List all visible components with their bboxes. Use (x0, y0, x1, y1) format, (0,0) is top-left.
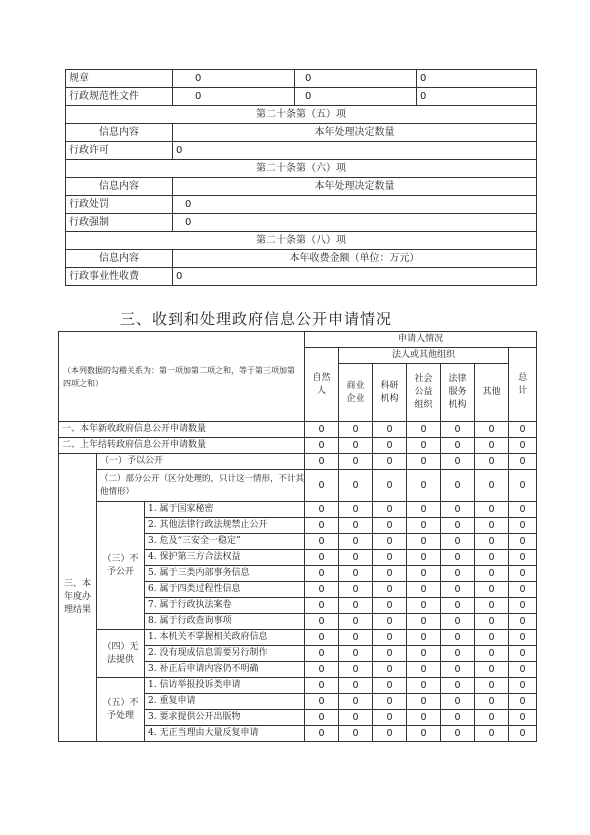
column-header: 信息内容 (66, 178, 173, 196)
cell: 0 (173, 214, 537, 232)
row-label: 1. 属于国家秘密 (145, 502, 305, 518)
application-table (58, 331, 537, 742)
cell: 0 (509, 422, 537, 438)
cell: 0 (475, 566, 509, 582)
cell: 0 (339, 502, 373, 518)
row-label: 3. 补正后申请内容仍不明确 (145, 662, 305, 678)
cell: 0 (373, 710, 407, 726)
cell: 0 (339, 582, 373, 598)
cell: 0 (407, 726, 441, 742)
cell: 0 (509, 582, 537, 598)
cell: 0 (339, 422, 373, 438)
row-label: 4. 保护第三方合法权益 (145, 550, 305, 566)
cell: 0 (339, 630, 373, 646)
cell: 0 (417, 70, 537, 88)
cell: 0 (407, 630, 441, 646)
cell: 0 (509, 550, 537, 566)
cell: 0 (407, 678, 441, 694)
cell: 0 (475, 502, 509, 518)
cell: 0 (441, 598, 475, 614)
cell: 0 (305, 566, 339, 582)
cell: 0 (305, 662, 339, 678)
cell: 0 (339, 726, 373, 742)
cell: 0 (407, 502, 441, 518)
cell: 0 (373, 630, 407, 646)
cell: 0 (475, 694, 509, 710)
cell: 0 (407, 438, 441, 454)
cell: 0 (339, 438, 373, 454)
cell: 0 (305, 470, 339, 502)
table-row (59, 438, 537, 454)
cell: 0 (305, 614, 339, 630)
cell: 0 (173, 196, 537, 214)
admin-table (65, 69, 537, 286)
cell: 0 (305, 438, 339, 454)
cell: 0 (475, 678, 509, 694)
table-row (59, 454, 537, 470)
row-label: 1. 本机关不掌握相关政府信息 (145, 630, 305, 646)
row-label: 1. 信访举报投诉类申请 (145, 678, 305, 694)
cell: 0 (339, 694, 373, 710)
cell: 0 (305, 534, 339, 550)
cell: 0 (407, 550, 441, 566)
table-row (59, 470, 537, 502)
cell: 0 (509, 694, 537, 710)
cell: 0 (441, 534, 475, 550)
cell: 0 (509, 438, 537, 454)
cell: 0 (339, 662, 373, 678)
section-heading: 第二十条第（五）项 (66, 106, 537, 124)
cell: 0 (509, 534, 537, 550)
cell: 0 (295, 88, 417, 106)
table-row (66, 88, 537, 106)
cell: 0 (441, 726, 475, 742)
section-title: 三、收到和处理政府信息公开申请情况 (120, 310, 393, 328)
cell: 0 (475, 518, 509, 534)
natural-person-header: 自然人 (305, 348, 339, 422)
table-row (59, 630, 537, 646)
group-label: （四）无法提供 (97, 630, 145, 678)
cell: 0 (441, 438, 475, 454)
cell: 0 (373, 422, 407, 438)
cell: 0 (407, 422, 441, 438)
row-label: 5. 属于三类内部事务信息 (145, 566, 305, 582)
row-label: 行政处罚 (66, 196, 173, 214)
cell: 0 (305, 678, 339, 694)
cell: 0 (407, 646, 441, 662)
cell: 0 (475, 710, 509, 726)
row-label: 行政强制 (66, 214, 173, 232)
col-header: 商业企业 (339, 364, 373, 422)
applicant-header: 申请人情况 (305, 332, 537, 348)
cell: 0 (295, 70, 417, 88)
row-label: 4. 无正当理由大量反复申请 (145, 726, 305, 742)
row-label: （二）部分公开（区分处理的，只计这一情形，不计其他情形） (97, 470, 305, 502)
cell: 0 (509, 678, 537, 694)
table-row (59, 678, 537, 694)
cell: 0 (475, 422, 509, 438)
row-label: 一、本年新收政府信息公开申请数量 (59, 422, 305, 438)
row-label: 行政事业性收费 (66, 268, 173, 286)
header-note: （本列数据的勾稽关系为：第一项加第二项之和，等于第三项加第四项之和） (59, 332, 305, 422)
group-label: （三）不予公开 (97, 502, 145, 630)
legal-group-header: 法人或其他组织 (339, 348, 509, 364)
cell: 0 (373, 598, 407, 614)
cell: 0 (475, 614, 509, 630)
row-label: 规章 (66, 70, 173, 88)
cell: 0 (441, 710, 475, 726)
cell: 0 (441, 422, 475, 438)
cell: 0 (441, 614, 475, 630)
cell: 0 (407, 662, 441, 678)
cell: 0 (373, 662, 407, 678)
cell: 0 (475, 630, 509, 646)
cell: 0 (441, 678, 475, 694)
cell: 0 (373, 614, 407, 630)
column-header: 信息内容 (66, 124, 173, 142)
row-label: （一）予以公开 (97, 454, 305, 470)
cell: 0 (475, 438, 509, 454)
table-row (59, 502, 537, 518)
cell: 0 (475, 726, 509, 742)
cell: 0 (509, 502, 537, 518)
cell: 0 (373, 438, 407, 454)
cell: 0 (339, 646, 373, 662)
cell: 0 (407, 694, 441, 710)
col-header: 其他 (475, 364, 509, 422)
cell: 0 (373, 534, 407, 550)
cell: 0 (373, 582, 407, 598)
cell: 0 (441, 470, 475, 502)
column-header: 本年处理决定数量 (173, 178, 537, 196)
cell: 0 (509, 470, 537, 502)
cell: 0 (373, 470, 407, 502)
table-row (66, 70, 537, 88)
result-label: 三、本年度办理结果 (59, 454, 97, 742)
cell: 0 (509, 566, 537, 582)
cell: 0 (373, 566, 407, 582)
cell: 0 (305, 646, 339, 662)
cell: 0 (373, 502, 407, 518)
cell: 0 (305, 726, 339, 742)
cell: 0 (173, 142, 537, 160)
row-label: 6. 属于四类过程性信息 (145, 582, 305, 598)
column-header: 本年处理决定数量 (173, 124, 537, 142)
cell: 0 (373, 694, 407, 710)
cell: 0 (475, 454, 509, 470)
section-heading: 第二十条第（八）项 (66, 232, 537, 250)
cell: 0 (441, 550, 475, 566)
cell: 0 (509, 726, 537, 742)
cell: 0 (407, 710, 441, 726)
column-header: 信息内容 (66, 250, 173, 268)
cell: 0 (305, 454, 339, 470)
cell: 0 (407, 470, 441, 502)
cell: 0 (441, 454, 475, 470)
cell: 0 (475, 582, 509, 598)
cell: 0 (509, 518, 537, 534)
cell: 0 (305, 550, 339, 566)
cell: 0 (407, 598, 441, 614)
cell: 0 (441, 518, 475, 534)
column-header: 本年收费金额（单位：万元） (173, 250, 537, 268)
cell: 0 (373, 550, 407, 566)
cell: 0 (305, 518, 339, 534)
cell: 0 (305, 630, 339, 646)
cell: 0 (339, 534, 373, 550)
cell: 0 (509, 646, 537, 662)
cell: 0 (509, 710, 537, 726)
group-label: （五）不予处理 (97, 678, 145, 742)
cell: 0 (475, 598, 509, 614)
cell: 0 (339, 566, 373, 582)
cell: 0 (339, 614, 373, 630)
col-header: 法律服务机构 (441, 364, 475, 422)
cell: 0 (509, 630, 537, 646)
cell: 0 (173, 70, 295, 88)
cell: 0 (407, 534, 441, 550)
cell: 0 (305, 598, 339, 614)
cell: 0 (417, 88, 537, 106)
row-label: 3. 危及“三安全一稳定” (145, 534, 305, 550)
cell: 0 (305, 582, 339, 598)
col-header: 科研机构 (373, 364, 407, 422)
cell: 0 (339, 598, 373, 614)
row-label: 二、上年结转政府信息公开申请数量 (59, 438, 305, 454)
cell: 0 (475, 662, 509, 678)
cell: 0 (173, 268, 537, 286)
row-label: 3. 要求提供公开出版物 (145, 710, 305, 726)
cell: 0 (339, 710, 373, 726)
cell: 0 (339, 454, 373, 470)
section-heading: 第二十条第（六）项 (66, 160, 537, 178)
cell: 0 (173, 88, 295, 106)
cell: 0 (305, 694, 339, 710)
row-label: 行政规范性文件 (66, 88, 173, 106)
cell: 0 (441, 582, 475, 598)
row-label: 2. 其他法律行政法规禁止公开 (145, 518, 305, 534)
cell: 0 (509, 614, 537, 630)
cell: 0 (509, 662, 537, 678)
cell: 0 (475, 646, 509, 662)
cell: 0 (339, 678, 373, 694)
cell: 0 (441, 630, 475, 646)
cell: 0 (407, 614, 441, 630)
cell: 0 (475, 470, 509, 502)
cell: 0 (441, 694, 475, 710)
cell: 0 (407, 566, 441, 582)
cell: 0 (339, 550, 373, 566)
cell: 0 (407, 454, 441, 470)
row-label: 2. 没有现成信息需要另行制作 (145, 646, 305, 662)
cell: 0 (441, 662, 475, 678)
cell: 0 (509, 598, 537, 614)
row-label: 行政许可 (66, 142, 173, 160)
row-label: 2. 重复申请 (145, 694, 305, 710)
cell: 0 (373, 646, 407, 662)
table-row (59, 422, 537, 438)
cell: 0 (373, 454, 407, 470)
cell: 0 (339, 470, 373, 502)
total-header: 总计 (509, 348, 537, 422)
row-label: 8. 属于行政查询事项 (145, 614, 305, 630)
cell: 0 (373, 678, 407, 694)
cell: 0 (407, 518, 441, 534)
cell: 0 (339, 518, 373, 534)
cell: 0 (475, 534, 509, 550)
row-label: 7. 属于行政执法案卷 (145, 598, 305, 614)
cell: 0 (407, 582, 441, 598)
cell: 0 (305, 422, 339, 438)
cell: 0 (509, 454, 537, 470)
cell: 0 (305, 710, 339, 726)
cell: 0 (475, 550, 509, 566)
col-header: 社会公益组织 (407, 364, 441, 422)
cell: 0 (441, 566, 475, 582)
cell: 0 (441, 646, 475, 662)
cell: 0 (305, 502, 339, 518)
cell: 0 (373, 518, 407, 534)
cell: 0 (373, 726, 407, 742)
cell: 0 (441, 502, 475, 518)
